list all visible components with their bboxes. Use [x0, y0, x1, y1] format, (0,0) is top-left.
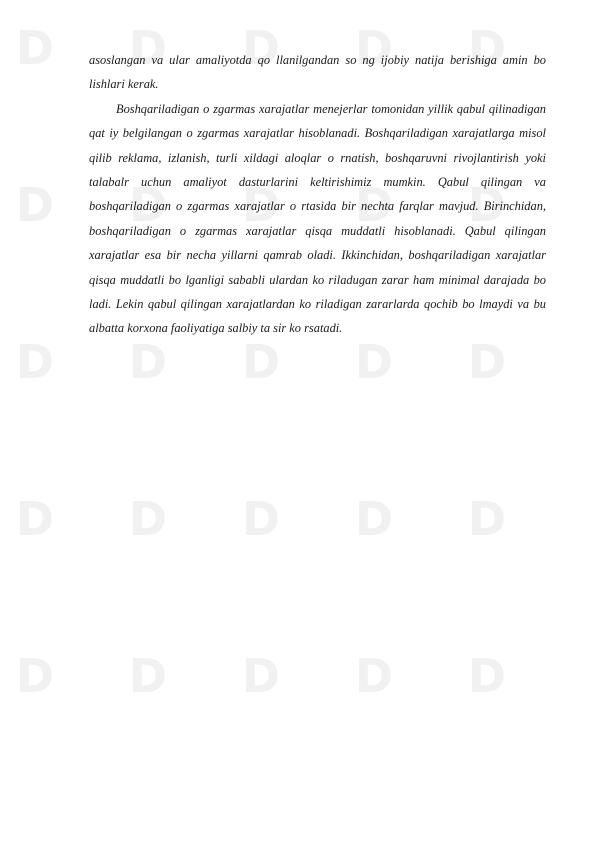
watermark-icon: D	[15, 21, 55, 75]
paragraph-continuation: asoslangan va ular amaliyotda qo llanilgandan so ng ijobiy natija berishiga amin bo lishlari kerak.	[89, 53, 546, 92]
watermark-icon: D	[354, 492, 394, 546]
paragraph-controllable-costs: Boshqariladigan o zgarmas xarajatlar menejerlar tomonidan yillik qabul qilinadigan qat iy belgilangan o zgarmas xarajatlar hisoblanadi. Boshqariladigan xarajatlarga misol qilib reklama, izlanish, turli xildagi aloqlar o rnatish, boshqaruvni rivojlantirish yoki talabalr uchun amaliyot dasturlarini keltirishimiz mumkin. Qabul qilingan va boshqariladigan o zgarmas xarajatlar o rtasida bir nechta farqlar mavjud. Birinchidan, boshqariladigan o zgarmas xarajatlar qisqa muddatli hisoblanadi. Qabul qilingan xarajatlar esa bir necha yillarni qamrab oladi. Ikkinchidan, boshqariladigan xarajatlar qisqa muddatli bo lganligi sababli ulardan ko riladugan zarar ham minimal darajada bo ladi. Lekin qabul qilingan xarajatlardan ko riladigan zararlarda qochib bo lmaydi va bu albatta korxona faoliyatiga salbiy ta sir ko rsatadi.	[89, 101, 546, 336]
watermark-icon: D	[128, 335, 168, 389]
watermark-icon: D	[354, 21, 394, 75]
watermark-icon: D	[354, 335, 394, 389]
watermark-icon: D	[15, 649, 55, 703]
watermark-icon: D	[467, 178, 507, 232]
watermark-icon: D	[128, 178, 168, 232]
watermark-icon: D	[241, 178, 281, 232]
document-body	[89, 48, 546, 341]
watermark-icon: D	[467, 335, 507, 389]
watermark-icon: D	[15, 492, 55, 546]
watermark-icon: D	[241, 492, 281, 546]
watermark-icon: D	[241, 21, 281, 75]
watermark-icon: D	[128, 649, 168, 703]
watermark-icon: D	[241, 649, 281, 703]
watermark-icon: D	[467, 649, 507, 703]
watermark-icon: D	[128, 492, 168, 546]
watermark-icon: D	[354, 649, 394, 703]
watermark-icon: D	[354, 178, 394, 232]
watermark-icon: D	[467, 21, 507, 75]
watermark-icon: D	[128, 21, 168, 75]
watermark-icon: D	[241, 335, 281, 389]
watermark-icon: D	[15, 335, 55, 389]
watermark-icon: D	[15, 178, 55, 232]
watermark-icon: D	[467, 492, 507, 546]
